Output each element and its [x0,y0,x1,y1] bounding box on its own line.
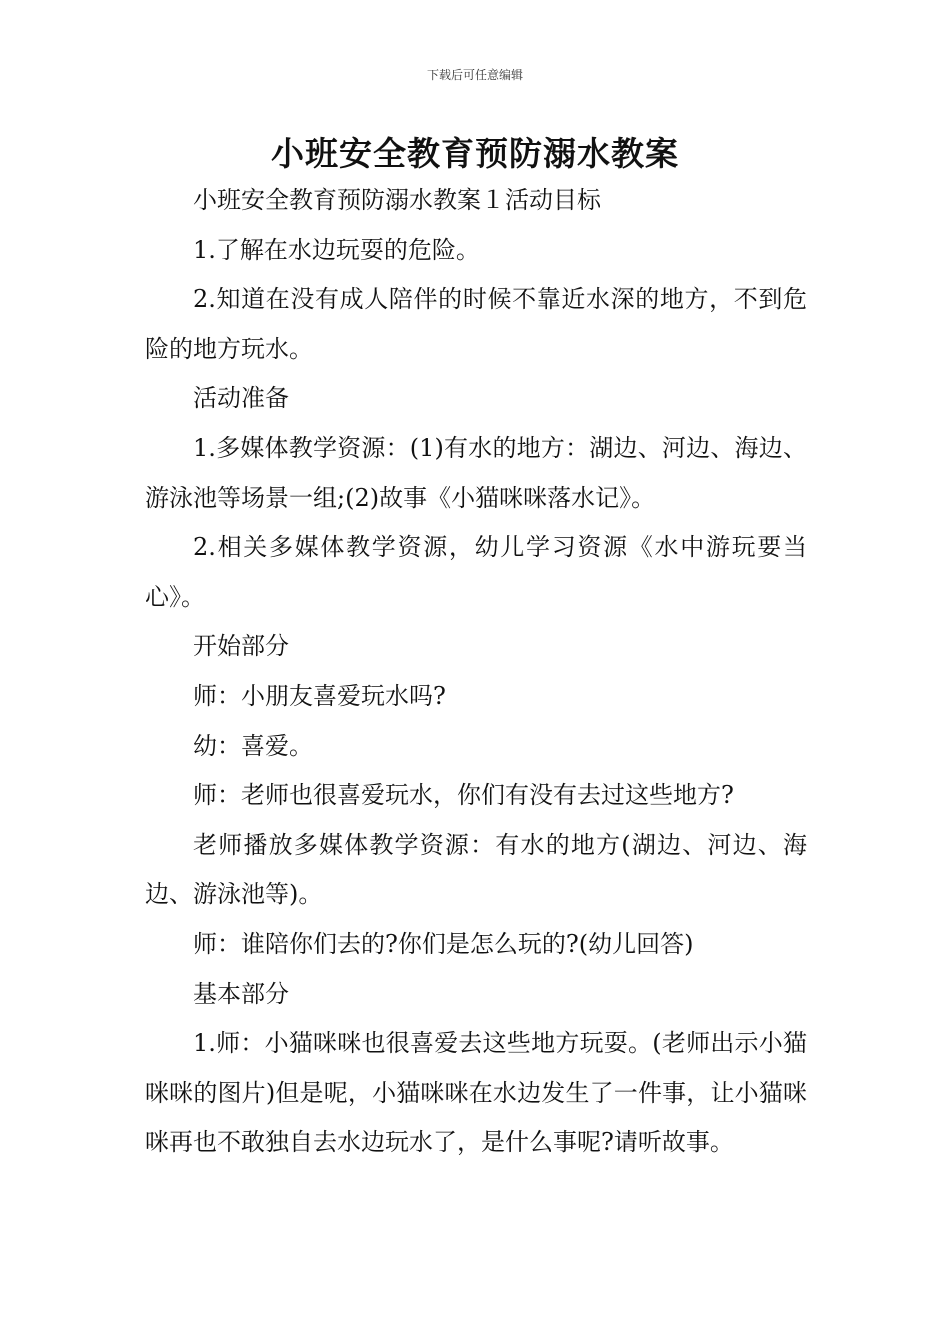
document-title: 小班安全教育预防溺水教案 [271,134,679,173]
paragraph-goal-2: 2.知道在没有成人陪伴的时候不靠近水深的地方，不到危险的地方玩水。 [145,285,807,363]
paragraph-goal-1: 1.了解在水边玩耍的危险。 [193,235,480,264]
page-header-note: 下载后可任意编辑 [426,68,523,82]
paragraph-heading-preparation: 活动准备 [193,384,289,413]
paragraph-heading-goals: 小班安全教育预防溺水教案１活动目标 [193,186,601,214]
paragraph-preparation-2: 2.相关多媒体教学资源，幼儿学习资源《水中游玩要当心》。 [145,533,807,611]
paragraph-heading-opening: 开始部分 [193,632,289,661]
paragraph-main-1: 1.师：小猫咪咪也很喜爱去这些地方玩耍。(老师出示小猫咪咪的图片)但是呢，小猫咪咪在水边发生了一件事，让小猫咪咪再也不敢独自去水边玩水了，是什么事呢?请听故事。 [145,1029,807,1157]
paragraph-preparation-1: 1.多媒体教学资源：(1)有水的地方：湖边、河边、海边、游泳池等场景一组;(2)故事《小猫咪咪落水记》。 [145,433,807,512]
paragraph-teacher-action: 老师播放多媒体教学资源：有水的地方(湖边、河边、海边、游泳池等)。 [145,830,807,909]
document-body [145,176,807,1168]
paragraph-dialogue: 幼：喜爱。 [193,731,313,760]
paragraph-dialogue: 师：谁陪你们去的?你们是怎么玩的?(幼儿回答) [193,929,694,958]
paragraph-dialogue: 师：小朋友喜爱玩水吗? [193,681,446,710]
paragraph-heading-main: 基本部分 [193,979,289,1008]
paragraph-dialogue: 师：老师也很喜爱玩水，你们有没有去过这些地方? [193,781,734,810]
